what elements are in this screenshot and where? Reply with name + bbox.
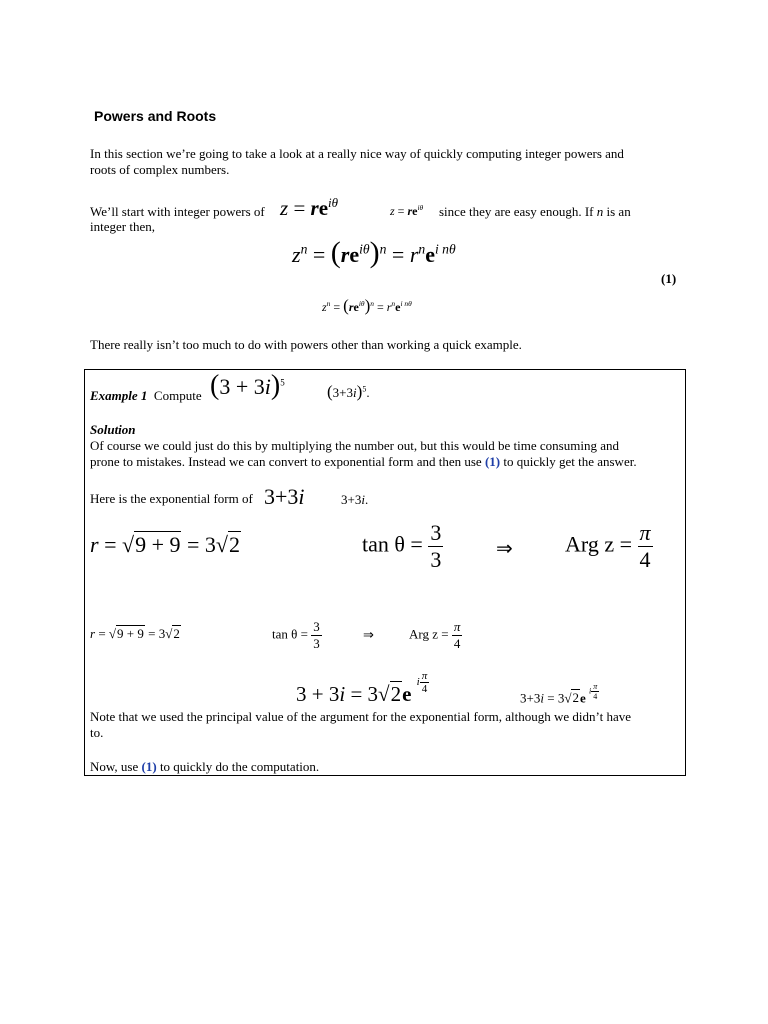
solution-heading: Solution — [90, 422, 136, 437]
example-title-row: Example 1 Compute — [90, 388, 202, 403]
inline-equation-small: $z = re^{i\theta}$ — [390, 203, 424, 218]
powers-sentence: There really isn’t too much to do with powers other than working a quick example. — [90, 337, 522, 352]
now-line: Now, use (1) to quickly do the computation. — [90, 759, 320, 774]
modulus-equation-small: r = √9 + 9 = 3√2 — [90, 626, 180, 641]
equation-ref-link[interactable]: (1) — [484, 454, 501, 469]
note-line-1: Note that we used the principal value of the argument for the exponential form, although we didn’t have — [90, 709, 632, 724]
start-text-line-2: integer then, — [90, 219, 155, 234]
example-expression-large: $(3 + 3i)^5$ — [210, 370, 285, 401]
arg-equation-small: Arg z = $\frac{\pi}{4}$ — [409, 619, 461, 651]
equation-ref-link-2[interactable]: (1) — [141, 759, 157, 774]
example-expression-small: $(3+3i)^5$. — [327, 382, 370, 401]
exp-form-expr-large: 3+3i — [264, 484, 305, 509]
tan-equation-large: tan θ = $\frac{3}{3}$ — [362, 520, 442, 572]
arg-equation-large: Arg z = $\frac{\pi}{4}$ — [565, 520, 651, 572]
intro-line-1: In this section we’re going to take a look at a really nice way of quickly computing integer powers and — [90, 146, 624, 161]
equation-number: (1) — [661, 271, 677, 286]
equation-1-large: $z^n = (re^{i\theta})^n = r^ne^{i n\theta}$ — [292, 236, 456, 269]
note-line-2: to. — [90, 725, 104, 740]
exp-form-text: Here is the exponential form of — [90, 491, 253, 506]
exp-form-equation-small: 3+3i = 3√2e i $\frac{\pi}{4}$ — [520, 682, 598, 706]
solution-line-2: prone to mistakes. Instead we can convert to exponential form and then use (1) to quickly get the answer. — [90, 454, 637, 469]
inline-equation-large: $z = re^{i\theta}$ — [280, 195, 339, 220]
implies-arrow-large: ⇒ — [496, 538, 513, 560]
tan-equation-small: tan θ = $\frac{3}{3}$ — [272, 619, 320, 651]
implies-arrow-small: ⇒ — [363, 627, 374, 642]
intro-line-2: roots of complex numbers. — [90, 162, 230, 177]
start-text-b: since they are easy enough. If n is an — [439, 204, 631, 219]
page-heading: Powers and Roots — [94, 108, 217, 124]
exp-form-equation-large: 3 + 3i = 3√2e i $\frac{\pi}{4}$ — [296, 670, 428, 707]
exp-form-expr-small: 3+3i. — [341, 492, 369, 507]
start-text-a: We’ll start with integer powers of — [90, 204, 265, 219]
solution-line-1: Of course we could just do this by multiplying the number out, but this would be time consuming and — [90, 438, 619, 453]
modulus-equation-large: r = √9 + 9 = 3√2 — [90, 532, 240, 557]
equation-1-small: $z^n = (re^{i\theta})^n = r^ne^{i n\theta}$ — [322, 296, 412, 315]
